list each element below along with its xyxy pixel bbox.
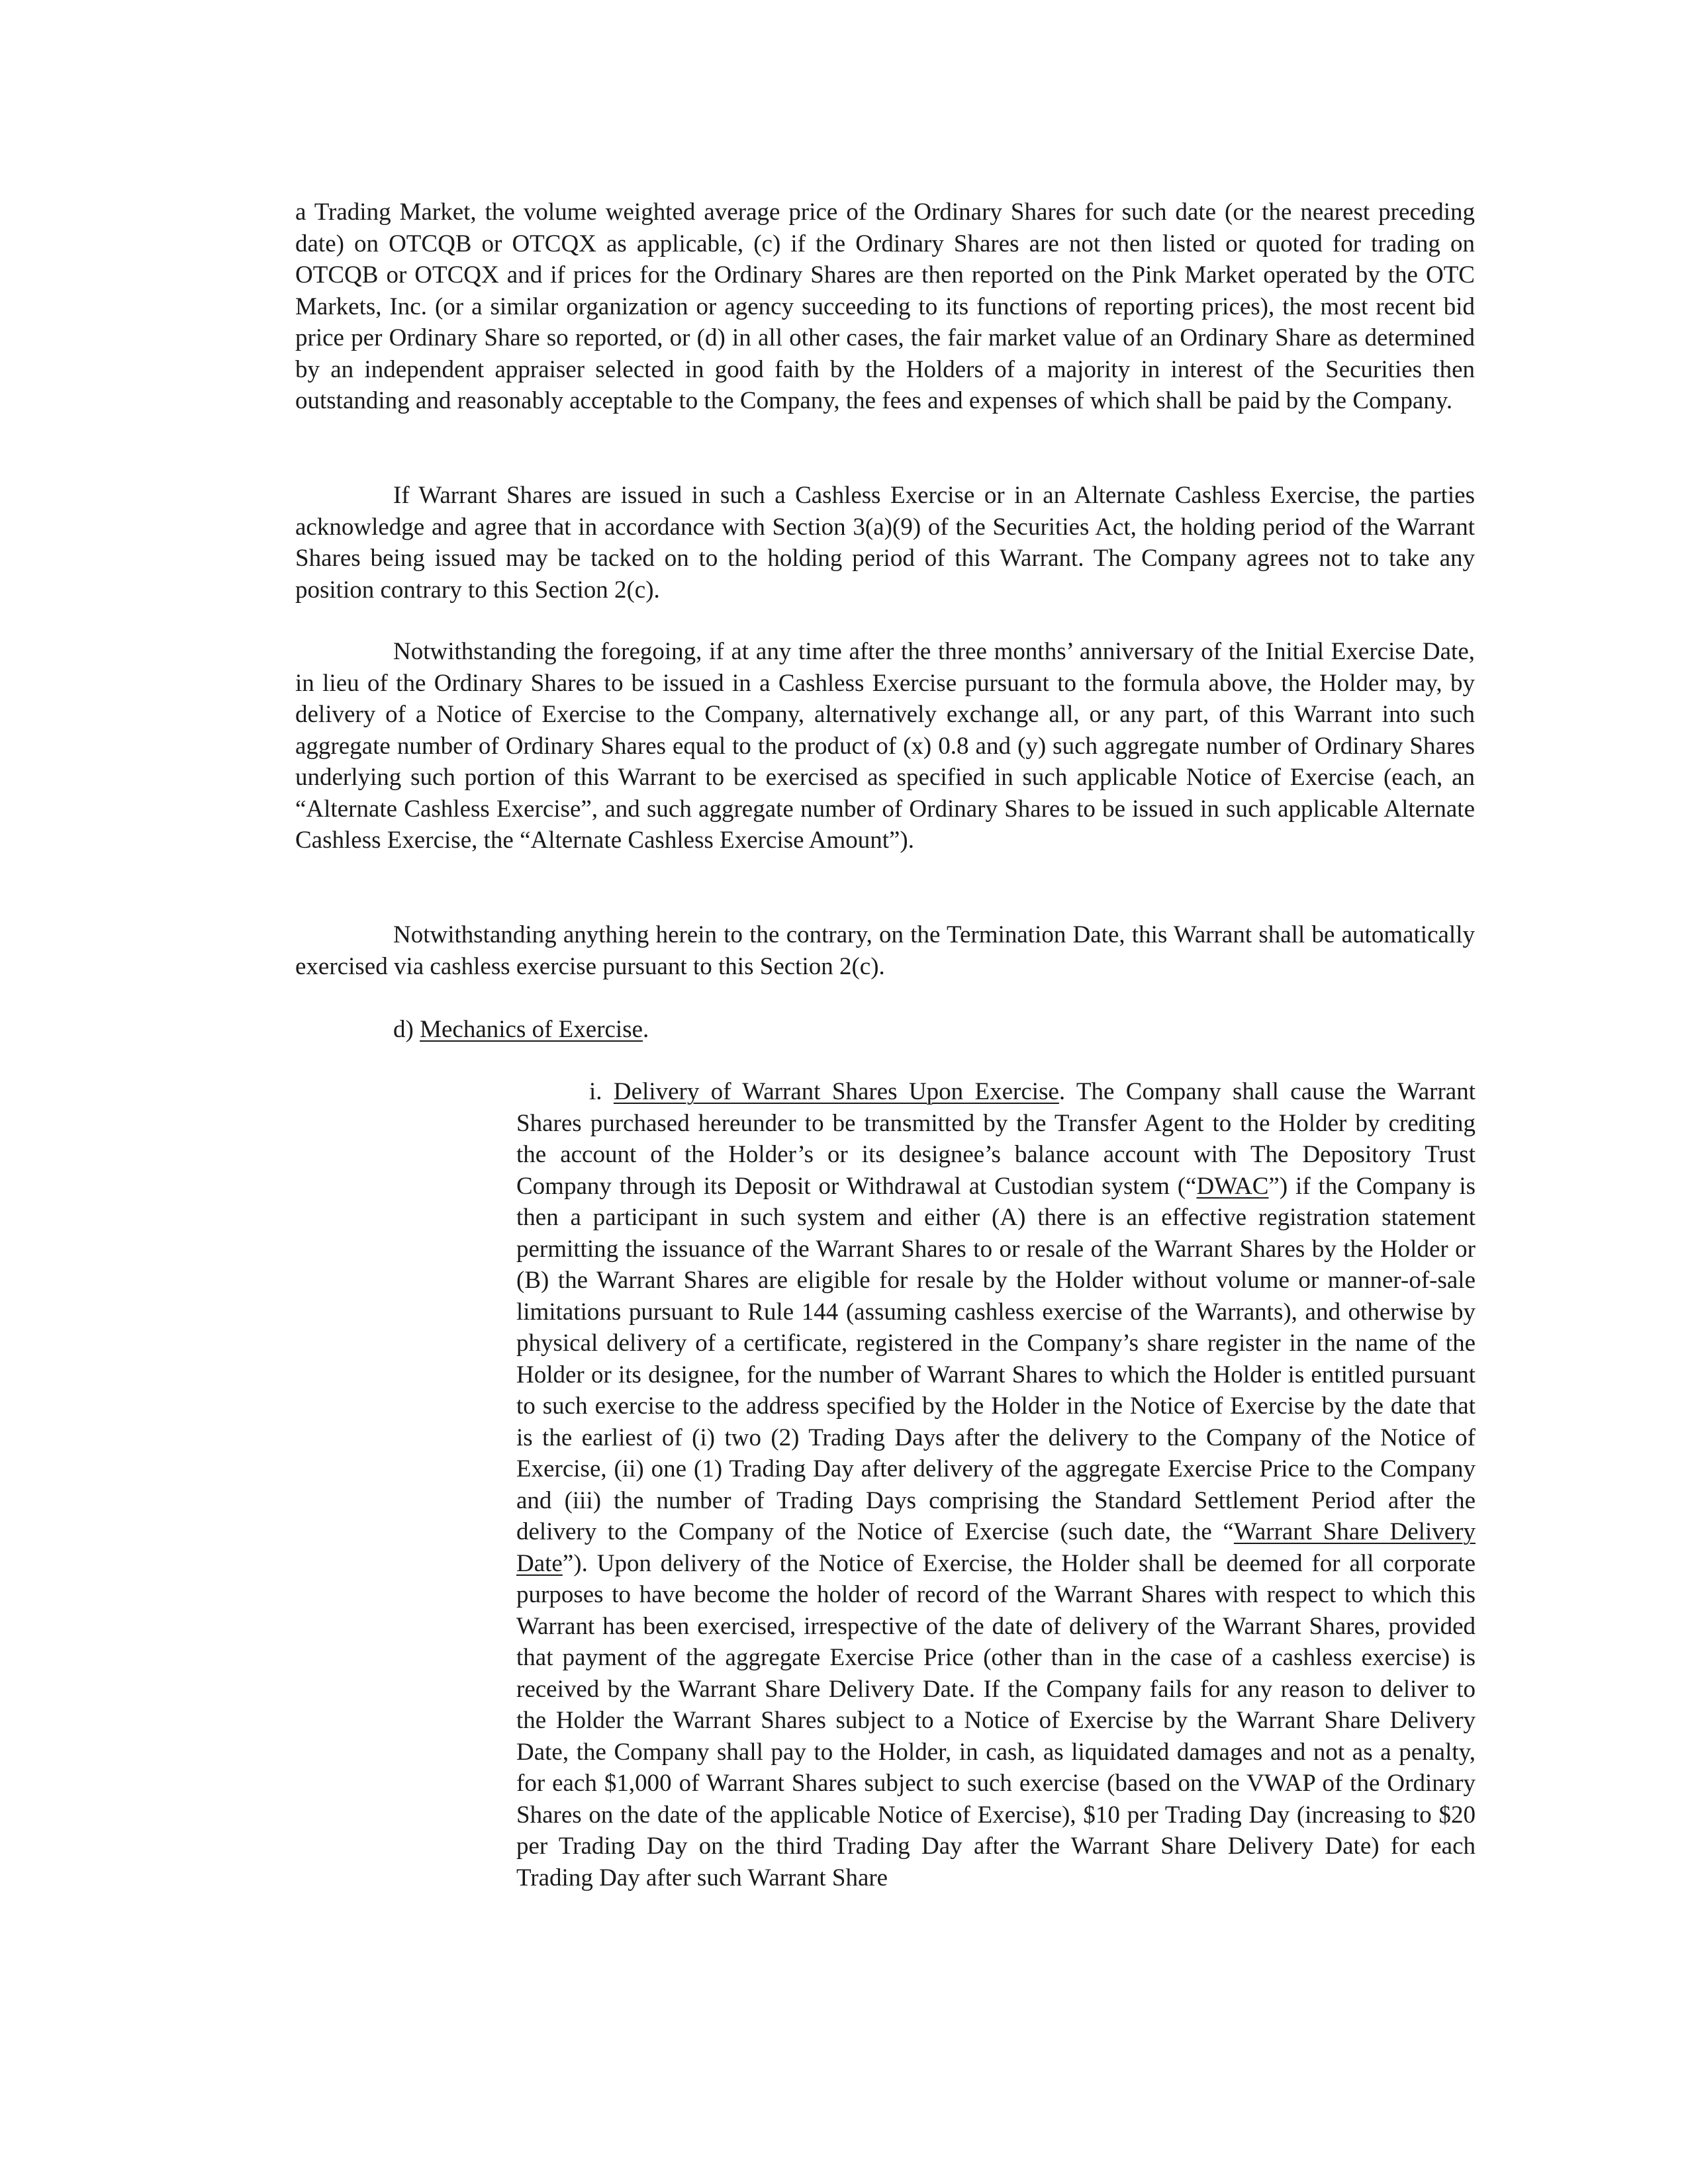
item-title: Delivery of Warrant Shares Upon Exercise — [613, 1078, 1059, 1105]
item-text-b: ”) if the Company is then a participant in such system and either (A) there is an effective registration statement permitting the issuance of the Warrant Shares to or resale of the Warrant Shares by the Holder or (B) the Warrant Shares are eligible for resale by the Holder without volume or manner-of-sale limitations pursuant to Rule 144 (assuming cashless exercise of the Warrants), and otherwise by physical delivery of a certificate, registered in the Company’s share register in the name of the Holder or its designee, for the number of Warrant Shares to which the Holder is entitled pursuant to such exercise to the address specified by the Holder in the Notice of Exercise by the date that is the earliest of (i) two (2) Trading Days after the delivery to the Company of the Notice of Exercise, (ii) one (1) Trading Day after delivery of the aggregate Exercise Price to the Company and (iii) the number of Trading Days comprising the Standard Settlement Period after the delivery to the Company of the Notice of Exercise (such date, the “ — [516, 1172, 1476, 1545]
item-prefix: i. — [589, 1078, 614, 1105]
item-text-a: . The Company shall cause the Warrant Shares purchased hereunder to be transmitted by the Transfer Agent to the Holder by crediting the account of the Holder’s or its designee’s balance account with The Depository Trust Company through its Deposit or Withdrawal at Custodian system (“ — [516, 1078, 1476, 1200]
paragraph-text: Notwithstanding anything herein to the contrary, on the Termination Date, this Warrant shall be automatically exercised via cashless exercise pursuant to this Section 2(c). — [295, 921, 1475, 980]
paragraph-text: a Trading Market, the volume weighted average price of the Ordinary Shares for such date (or the nearest preceding date) on OTCQB or OTCQX as applicable, (c) if the Ordinary Shares are not then listed or quoted for trading on OTCQB or OTCQX and if prices for the Ordinary Shares are then reported on the Pink Market operated by the OTC Markets, Inc. (or a similar organization or agency succeeding to its functions of reporting prices), the most recent bid price per Ordinary Share so reported, or (d) in all other cases, the fair market value of an Ordinary Share as determined by an independent appraiser selected in good faith by the Holders of a majority in interest of the Securities then outstanding and reasonably acceptable to the Company, the fees and expenses of which shall be paid by the Company. — [295, 199, 1475, 414]
section-title: Mechanics of Exercise — [420, 1016, 643, 1043]
paragraph-termination-date — [295, 919, 1475, 982]
paragraph-vwap-definition — [295, 197, 1475, 417]
defined-term-warrant-share-delivery-date: Warrant Share Delivery Date — [516, 1518, 1476, 1577]
section-suffix: . — [643, 1016, 649, 1043]
subsection-delivery-of-warrant-shares — [516, 1076, 1476, 1893]
item-text-c: ”). Upon delivery of the Notice of Exercise, the Holder shall be deemed for all corporate purposes to have become the holder of record of the Warrant Shares with respect to which this Warrant has been exercised, irrespective of the date of delivery of the Warrant Shares, provided that payment of the aggregate Exercise Price (other than in the case of a cashless exercise) is received by the Warrant Share Delivery Date. If the Company fails for any reason to deliver to the Holder the Warrant Shares subject to a Notice of Exercise by the Warrant Share Delivery Date, the Company shall pay to the Holder, in cash, as liquidated damages and not as a penalty, for each $1,000 of Warrant Shares subject to such exercise (based on the VWAP of the Ordinary Shares on the date of the applicable Notice of Exercise), $10 per Trading Day (increasing to $20 per Trading Day on the third Trading Day after the Warrant Share Delivery Date) for each Trading Day after such Warrant Share — [516, 1549, 1476, 1891]
paragraph-holding-period — [295, 480, 1475, 606]
paragraph-text: Notwithstanding the foregoing, if at any time after the three months’ anniversary of the Initial Exercise Date, in lieu of the Ordinary Shares to be issued in a Cashless Exercise pursuant to the formula above, the Holder may, by delivery of a Notice of Exercise to the Company, alternatively exchange all, or any part, of this Warrant into such aggregate number of Ordinary Shares equal to the product of (x) 0.8 and (y) such aggregate number of Ordinary Shares underlying such portion of this Warrant to be exercised as specified in such applicable Notice of Exercise (each, an “Alternate Cashless Exercise”, and such aggregate number of Ordinary Shares to be issued in such applicable Alternate Cashless Exercise, the “Alternate Cashless Exercise Amount”). — [295, 638, 1475, 854]
section-prefix: d) — [393, 1016, 420, 1043]
section-heading-d — [393, 1014, 1452, 1046]
subsection-text — [516, 1076, 1476, 1893]
paragraph-text: If Warrant Shares are issued in such a Cashless Exercise or in an Alternate Cashless Exercise, the parties acknowledge and agree that in accordance with Section 3(a)(9) of the Securities Act, the holding period of the Warrant Shares being issued may be tacked on to the holding period of this Warrant. The Company agrees not to take any position contrary to this Section 2(c). — [295, 482, 1475, 604]
defined-term-dwac: DWAC — [1196, 1172, 1269, 1200]
paragraph-alternate-cashless — [295, 636, 1475, 856]
